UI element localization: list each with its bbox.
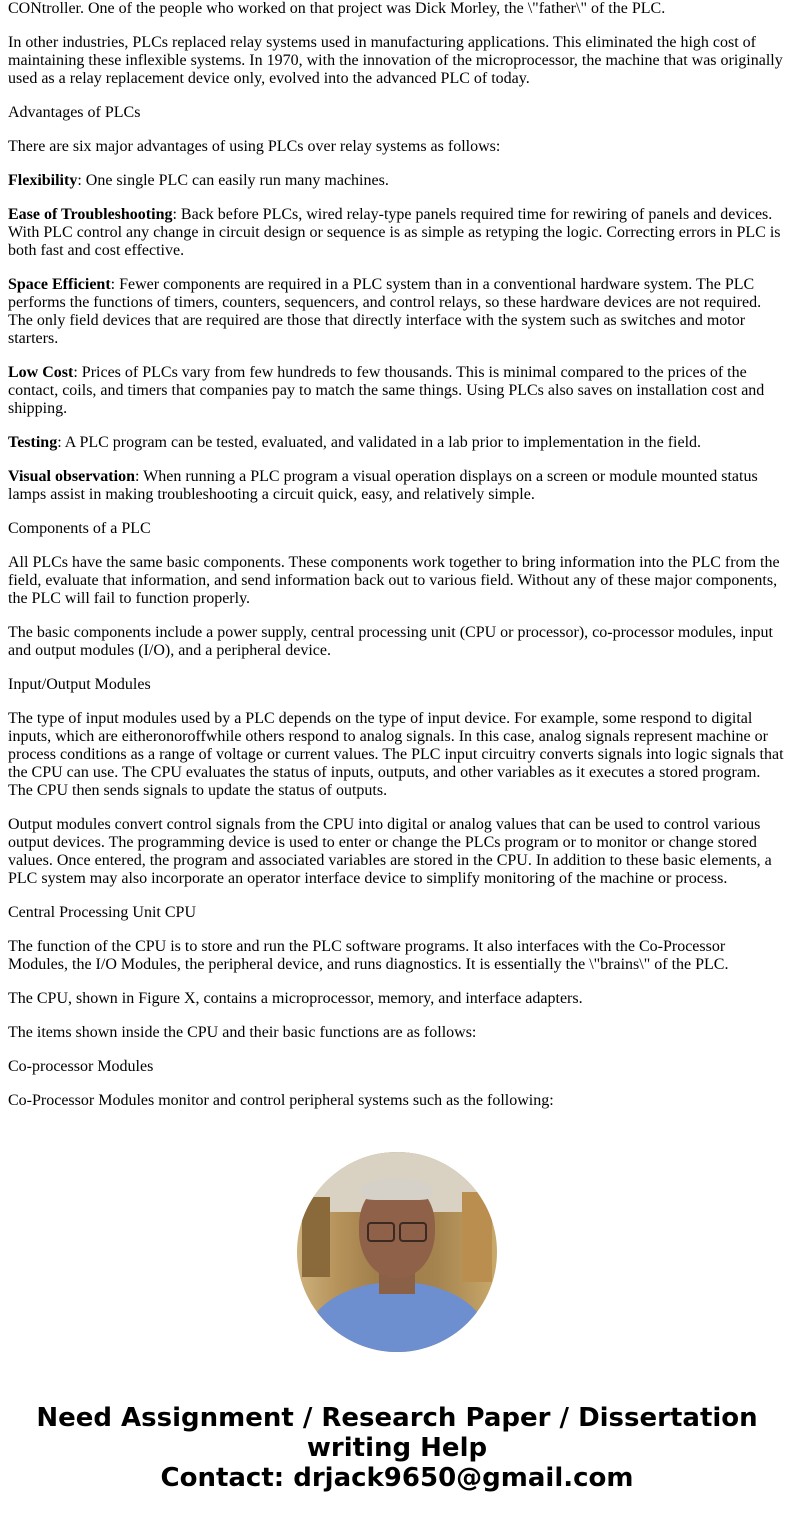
photo-glasses xyxy=(399,1222,427,1242)
photo-glasses xyxy=(367,1222,395,1242)
advantage-term: Ease of Troubleshooting xyxy=(8,206,173,223)
advantage-item xyxy=(8,276,786,348)
paragraph: All PLCs have the same basic components. These components work together to bring information into the PLC from the field, evaluate that information, and send information back out to various field. Without any of these major components, the PLC will fail to function properly. xyxy=(8,554,780,607)
advantage-item xyxy=(8,364,786,418)
paragraph: The type of input modules used by a PLC depends on the type of input device. For example, some respond to digital inputs, which are eitheronoroffwhile others respond to analog signals. In this case, analog signals represent machine or process conditions as a range of voltage or current values. The PLC input circuitry converts signals into logic signals that the CPU can use. The CPU evaluates the status of inputs, outputs, and other variables as it executes a stored program. The CPU then sends signals to update the status of outputs. xyxy=(8,710,784,799)
paragraph: The basic components include a power supply, central processing unit (CPU or processor), co-processor modules, input and output modules (I/O), and a peripheral device. xyxy=(8,624,773,659)
section-heading-advantages: Advantages of PLCs xyxy=(8,104,141,121)
banner-line: Need Assignment / Research Paper / Dissertation xyxy=(36,1403,758,1433)
advantage-item xyxy=(8,172,786,190)
section-heading-io-modules: Input/Output Modules xyxy=(8,676,151,693)
article-body xyxy=(8,0,786,1126)
section-heading-cpu: Central Processing Unit CPU xyxy=(8,904,196,921)
photo-background-shelf xyxy=(302,1197,330,1277)
paragraph: In other industries, PLCs replaced relay systems used in manufacturing applications. This eliminated the high cost of maintaining these inflexible systems. In 1970, with the innovation of the microprocessor, the machine that was originally used as a relay replacement device only, evolved into the advanced PLC of today. xyxy=(8,34,783,87)
advantage-item xyxy=(8,434,786,452)
advantage-term: Visual observation xyxy=(8,468,135,485)
advantage-term: Space Efficient xyxy=(8,276,111,293)
paragraph: Co-Processor Modules monitor and control peripheral systems such as the following: xyxy=(8,1092,554,1109)
advantage-item xyxy=(8,468,786,504)
photo-background-shelf xyxy=(462,1192,492,1282)
paragraph: CONtroller. One of the people who worked on that project was Dick Morley, the \"father\" of the PLC. xyxy=(8,0,666,17)
contact-banner xyxy=(0,1403,794,1493)
advantage-text: : Fewer components are required in a PLC system than in a conventional hardware system. The PLC performs the functions of timers, counters, sequencers, and control relays, so these hardware devices are not required. The only field devices that are required are those that directly interface with the system such as switches and motor starters. xyxy=(8,276,762,347)
advantage-text: : Back before PLCs, wired relay-type panels required time for rewiring of panels and devices. With PLC control any change in circuit design or sequence is as simple as retyping the logic. Correcting errors in PLC is both fast and cost effective. xyxy=(8,206,781,259)
paragraph: The function of the CPU is to store and run the PLC software programs. It also interfaces with the Co-Processor Modules, the I/O Modules, the peripheral device, and runs diagnostics. It is essentially the \"brains\" of the PLC. xyxy=(8,938,729,973)
paragraph: The items shown inside the CPU and their basic functions are as follows: xyxy=(8,1024,477,1041)
paragraph: There are six major advantages of using PLCs over relay systems as follows: xyxy=(8,138,501,155)
advantage-text: : A PLC program can be tested, evaluated, and validated in a lab prior to implementation in the field. xyxy=(57,434,702,451)
advantage-term: Testing xyxy=(8,434,58,451)
section-heading-components: Components of a PLC xyxy=(8,520,151,537)
advantage-term: Low Cost xyxy=(8,364,74,381)
advantage-text: : Prices of PLCs vary from few hundreds to few thousands. This is minimal compared to the prices of the contact, coils, and timers that companies pay to match the same things. Using PLCs also saves on installation cost and shipping. xyxy=(8,364,765,417)
paragraph: The CPU, shown in Figure X, contains a microprocessor, memory, and interface adapters. xyxy=(8,990,583,1007)
contact-email[interactable]: Contact: drjack9650@gmail.com xyxy=(160,1463,634,1493)
advantage-term: Flexibility xyxy=(8,172,78,189)
banner-line: writing Help xyxy=(306,1433,488,1463)
paragraph: Output modules convert control signals from the CPU into digital or analog values that can be used to control various output devices. The programming device is used to enter or change the PLCs program or to monitor or change stored values. Once entered, the program and associated variables are stored in the CPU. In addition to these basic elements, a PLC system may also incorporate an operator interface device to simplify monitoring of the machine or process. xyxy=(8,816,772,887)
photo-hair xyxy=(361,1178,433,1200)
advantage-text: : When running a PLC program a visual operation displays on a screen or module mounted status lamps assist in making troubleshooting a circuit quick, easy, and relatively simple. xyxy=(8,468,758,503)
author-photo xyxy=(297,1152,497,1352)
advantage-item xyxy=(8,206,786,260)
advantage-text: : One single PLC can easily run many machines. xyxy=(77,172,389,189)
author-avatar xyxy=(297,1152,497,1352)
section-heading-coprocessor: Co-processor Modules xyxy=(8,1058,154,1075)
